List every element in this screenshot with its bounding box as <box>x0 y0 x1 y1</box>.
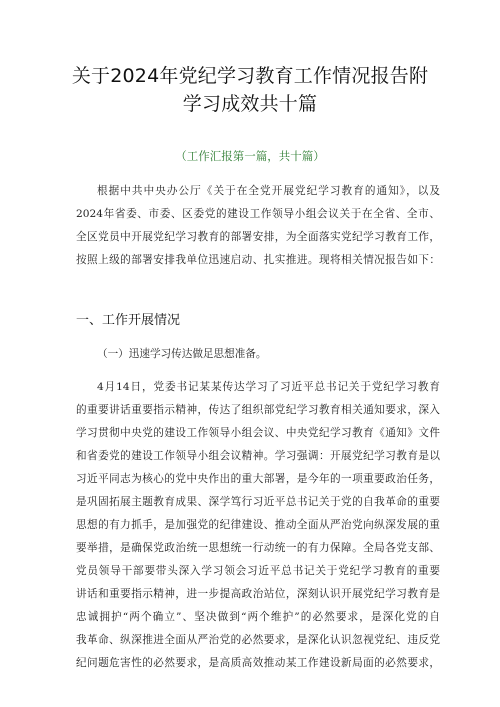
section-heading-1: 一、工作开展情况 <box>76 313 181 328</box>
body-line-2: 的重要讲话重要指示精神，传达了组织部党纪学习教育相关通知要求，深入 <box>76 404 440 416</box>
body-line-1: 4月14日，党委书记某某传达学习了习近平总书记关于党纪学习教育 <box>97 381 440 393</box>
document-title-line-1: 关于2024年党纪学习教育工作情况报告附 <box>71 65 429 87</box>
intro-line-2: 2024年省委、市委、区委党的建设工作领导小组会议关于在全省、全市、 <box>76 208 440 220</box>
subsection-heading-1: （一）迅速学习传达做足思想准备。 <box>97 348 267 360</box>
body-line-3: 学习贯彻中央党的建设工作领导小组会议、中央党纪学习教育《通知》文件 <box>76 427 440 439</box>
intro-line-1: 根据中共中央办公厅《关于在全党开展党纪学习教育的通知》，以及 <box>97 185 440 197</box>
body-line-12: 我革命、纵深推进全面从严治党的必然要求，是深化认识忽视党纪、违反党 <box>76 634 440 646</box>
body-line-8: 要举措，是确保党政治统一思想统一行动统一的有力保障。全局各党支部、 <box>76 542 440 554</box>
body-line-5: 习近平同志为核心的党中央作出的重大部署，是今年的一项重要政治任务， <box>76 473 440 485</box>
body-line-4: 和省委党的建设工作领导小组会议精神。学习强调：开展党纪学习教育是以 <box>76 450 440 462</box>
intro-line-4: 按照上级的部署安排我单位迅速启动、扎实推进。现将相关情况报告如下： <box>76 254 440 266</box>
document-title-line-2: 学习成效共十篇 <box>182 93 318 115</box>
intro-line-3: 全区党员中开展党纪学习教育的部署安排，为全面落实党纪学习教育工作， <box>76 231 440 243</box>
body-line-11: 忠诚拥护“两个确立”、坚决做到“两个维护”的必然要求，是深化党的自 <box>76 611 440 623</box>
body-line-7: 思想的有力抓手，是加强党的纪律建设、推动全面从严治党向纵深发展的重 <box>76 519 440 531</box>
body-line-9: 党员领导干部要带头深入学习领会习近平总书记关于党纪学习教育的重要 <box>76 565 440 577</box>
body-line-13: 纪问题危害性的必然要求，是高质高效推动某工作建设新局面的必然要求， <box>76 657 440 669</box>
body-line-10: 讲话和重要指示精神，进一步提高政治站位，深刻认识开展党纪学习教育是 <box>76 588 440 600</box>
document-subtitle: （工作汇报第一篇，共十篇） <box>175 149 325 163</box>
body-line-6: 是巩固拓展主题教育成果、深学笃行习近平总书记关于党的自我革命的重要 <box>76 496 440 508</box>
